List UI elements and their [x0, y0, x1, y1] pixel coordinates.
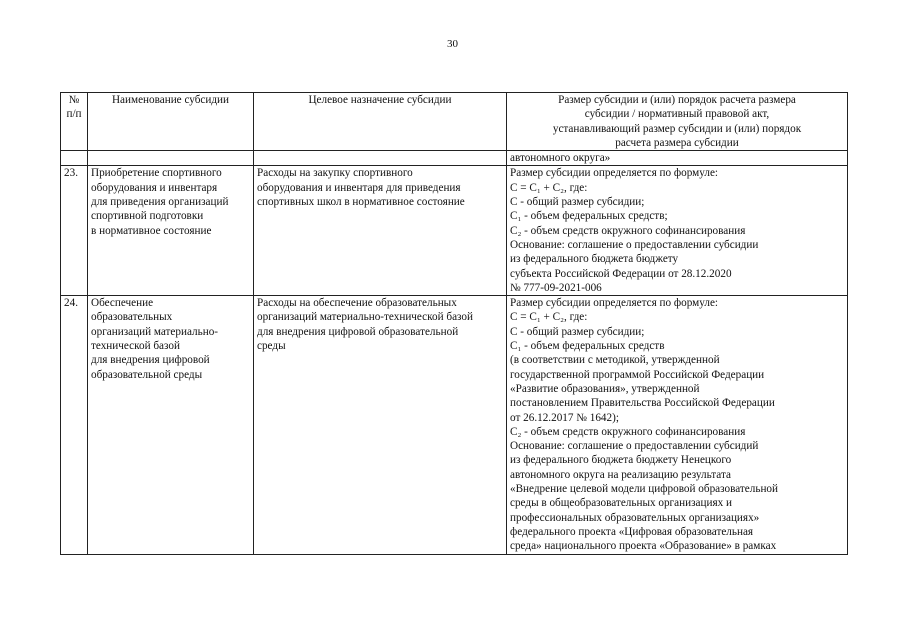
header-subsidy-name: Наименование субсидии [88, 93, 254, 151]
subsidy-size: Размер субсидии определяется по формуле: С = С₁ + С₂, где: С - общий размер субсидии; С₁ - объем федеральных средств; С₂ - объем средств окружного софинансирования Основание: соглашение о предоставлении субсидии из федерального бюджета бюджету субъекта Российской Федерации от 28.12.2020 № 777-09-2021-006 [507, 166, 848, 296]
subsidy-purpose: Расходы на закупку спортивного оборудования и инвентаря для приведения спортивных школ в нормативное состояние [254, 166, 507, 296]
header-number: № п/п [61, 93, 88, 151]
table-row [61, 166, 848, 296]
page-number: 30 [447, 38, 458, 50]
subsidy-name: Приобретение спортивного оборудования и инвентаря для приведения организаций спортивной подготовки в нормативное состояние [88, 166, 254, 296]
table-row-continuation [61, 151, 848, 166]
subsidies-table [60, 92, 848, 555]
header-subsidy-size: Размер субсидии и (или) порядок расчета размера субсидии / нормативный правовой акт, устанавливающий размер субсидии и (или) порядок расчета размера субсидии [507, 93, 848, 151]
subsidy-purpose: Расходы на обеспечение образовательных организаций материально-технической базой для внедрения цифровой образовательной среды [254, 296, 507, 554]
header-purpose: Целевое назначение субсидии [254, 93, 507, 151]
table-header-row [61, 93, 848, 151]
row-number: 24. [61, 296, 88, 554]
subsidy-size: Размер субсидии определяется по формуле: С = С₁ + С₂, где: С - общий размер субсидии; С₁ - объем федеральных средств (в соответствии с методикой, утвержденной государственной программой Российской Федерации «Развитие образования», утвержденной постановлением Правительства Российской Федерации от 26.12.2017 № 1642); С₂ - объем средств окружного софинансирования Основание: соглашение о предоставлении субсидий из федерального бюджета бюджету Ненецкого автономного округа на реализацию результата «Внедрение целевой модели цифровой образовательной среды в общеобразовательных организациях и профессиональных образовательных организациях» федерального проекта «Цифровая образовательная среда» национального проекта «Образование» в рамках [507, 296, 848, 554]
table-row [61, 296, 848, 554]
row-number: 23. [61, 166, 88, 296]
subsidy-name: Обеспечение образовательных организаций материально- технической базой для внедрения цифровой образовательной среды [88, 296, 254, 554]
continuation-text: автономного округа» [507, 151, 848, 166]
